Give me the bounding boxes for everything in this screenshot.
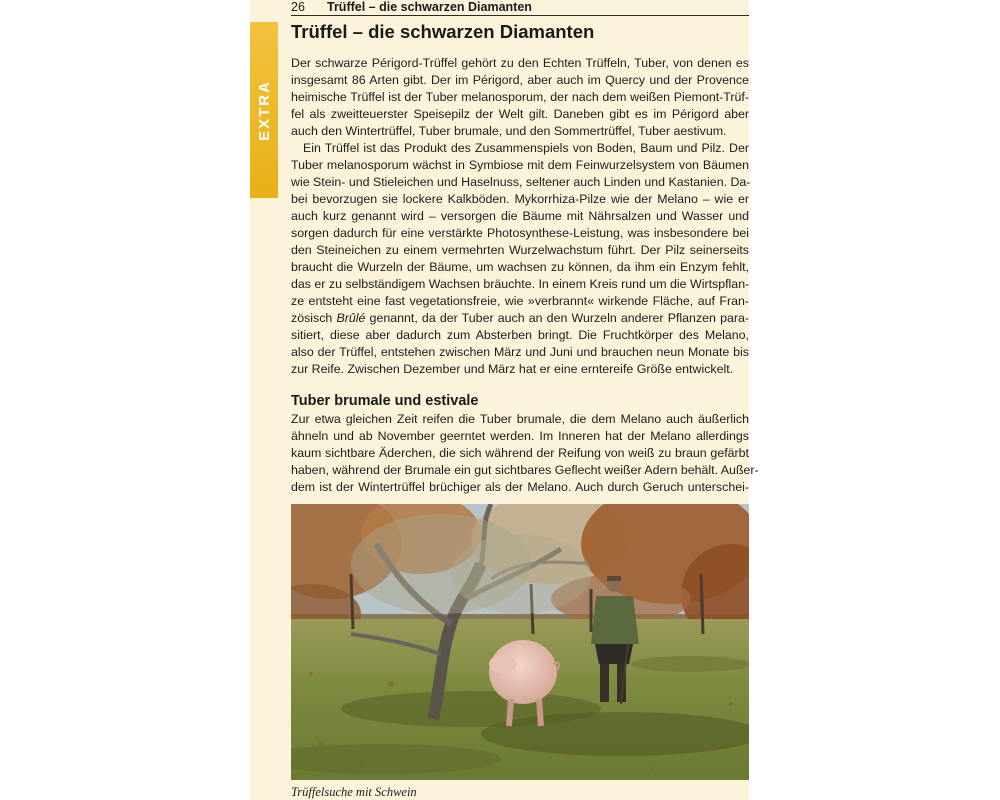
text-line: sorgen dadurch für eine verstärkte Photosynthese-Leistung, was insbesondere bei: [291, 226, 749, 240]
text-line: also der Trüffel, entstehen zwischen März und Juni und brauchen neun Monate bis: [291, 345, 749, 359]
running-header: [291, 0, 749, 16]
text-line: bei bevorzugen sie lockere Kalkböden. Mykorrhiza-Pilze wie der Melano – wie er: [291, 192, 749, 206]
text-line: insgesamt 86 Arten gibt. Der im Périgord, aber auch im Quercy und der Provence: [291, 73, 749, 87]
page-number: 26: [291, 0, 305, 14]
italic-term-brule: Brûlé: [336, 311, 366, 325]
text-segment: genannt, da der Tuber auch an den Wurzeln anderer Pflanzen para-: [365, 311, 749, 325]
text-line: sitiert, diese aber dadurch zum Absterben bringt. Die Fruchtkörper des Melano,: [291, 328, 749, 342]
text-line: ähneln und ab November geerntet werden. Im Inneren hat der Melano allerdings: [291, 429, 749, 443]
extra-tab-label-wrap: [250, 22, 278, 198]
text-line: auch kurz genannt wird – versorgen die Bäume mit Nährsalzen und Wasser und: [291, 209, 749, 223]
paragraph-brumale: [291, 411, 759, 496]
text-line: Zur etwa gleichen Zeit reifen die Tuber brumale, die dem Melano auch äußerlich: [291, 412, 749, 426]
text-line: haben, während der Brumale ein gut sichtbares Geflecht weißer Adern behält. Außer-: [291, 463, 759, 477]
text-line: den Steineichen zu einem vermehrten Wurzelwachstum führt. Der Pilz seinerseits: [291, 243, 749, 257]
text-line: auch den Wintertrüffel, Tuber brumale, und den Sommertrüffel, Tuber aestivum.: [291, 124, 727, 138]
text-line: Tuber melanosporum wächst in Symbiose mit dem Feinwurzelsystem von Bäumen: [291, 158, 749, 172]
running-title: Trüffel – die schwarzen Diamanten: [327, 0, 532, 14]
text-line-with-italic: [291, 310, 749, 327]
text-line: ze entsteht eine fast vegetationsfreie, wie »verbrannt« wirkende Fläche, auf Fran-: [291, 294, 749, 308]
paragraph-symbiosis: [291, 140, 749, 378]
text-line: Der schwarze Périgord-Trüffel gehört zu den Echten Trüffeln, Tuber, von denen es: [291, 56, 749, 70]
text-line: fel als zweitteuerster Speisepilz der Welt gilt. Daneben gibt es im Périgord aber: [291, 107, 749, 121]
text-line: braucht die Wurzeln der Bäume, um wachsen zu können, da ihm ein Enzym fehlt,: [291, 260, 749, 274]
extra-tab-label: EXTRA: [255, 79, 273, 141]
text-line: dem ist der Wintertrüffel brüchiger als der Melano. Auch durch Geruch unterschei-: [291, 480, 749, 494]
text-line: Ein Trüffel ist das Produkt des Zusammenspiels von Boden, Baum und Pilz. Der: [303, 141, 749, 155]
text-line: wie Stein- und Stieleichen und Haselnuss, seltener auch Linden und Kastanien. Da-: [291, 175, 751, 189]
photo-caption: Trüffelsuche mit Schwein: [291, 785, 417, 799]
text-line: das er zu selbständigem Wachsen bräuchte. In einem Kreis rund um die Wirtspflan-: [291, 277, 750, 291]
text-line: heimische Trüffel ist der Tuber melanosporum, der nach dem weißen Piemont-Trüf-: [291, 90, 749, 104]
article-title: Trüffel – die schwarzen Diamanten: [291, 21, 595, 42]
paragraph-intro: [291, 55, 749, 140]
text-segment: zösisch: [291, 311, 337, 325]
truffle-hunt-photo: [291, 504, 749, 780]
section-subheading: Tuber brumale und estivale: [291, 393, 479, 409]
text-line: zur Reife. Zwischen Dezember und März hat er eine erntereife Größe entwickelt.: [291, 362, 734, 376]
photo-illustration: [291, 504, 749, 780]
text-line: kaum sichtbare Äderchen, die sich während der Reifung von weiß zu braun gefärbt: [291, 446, 749, 460]
